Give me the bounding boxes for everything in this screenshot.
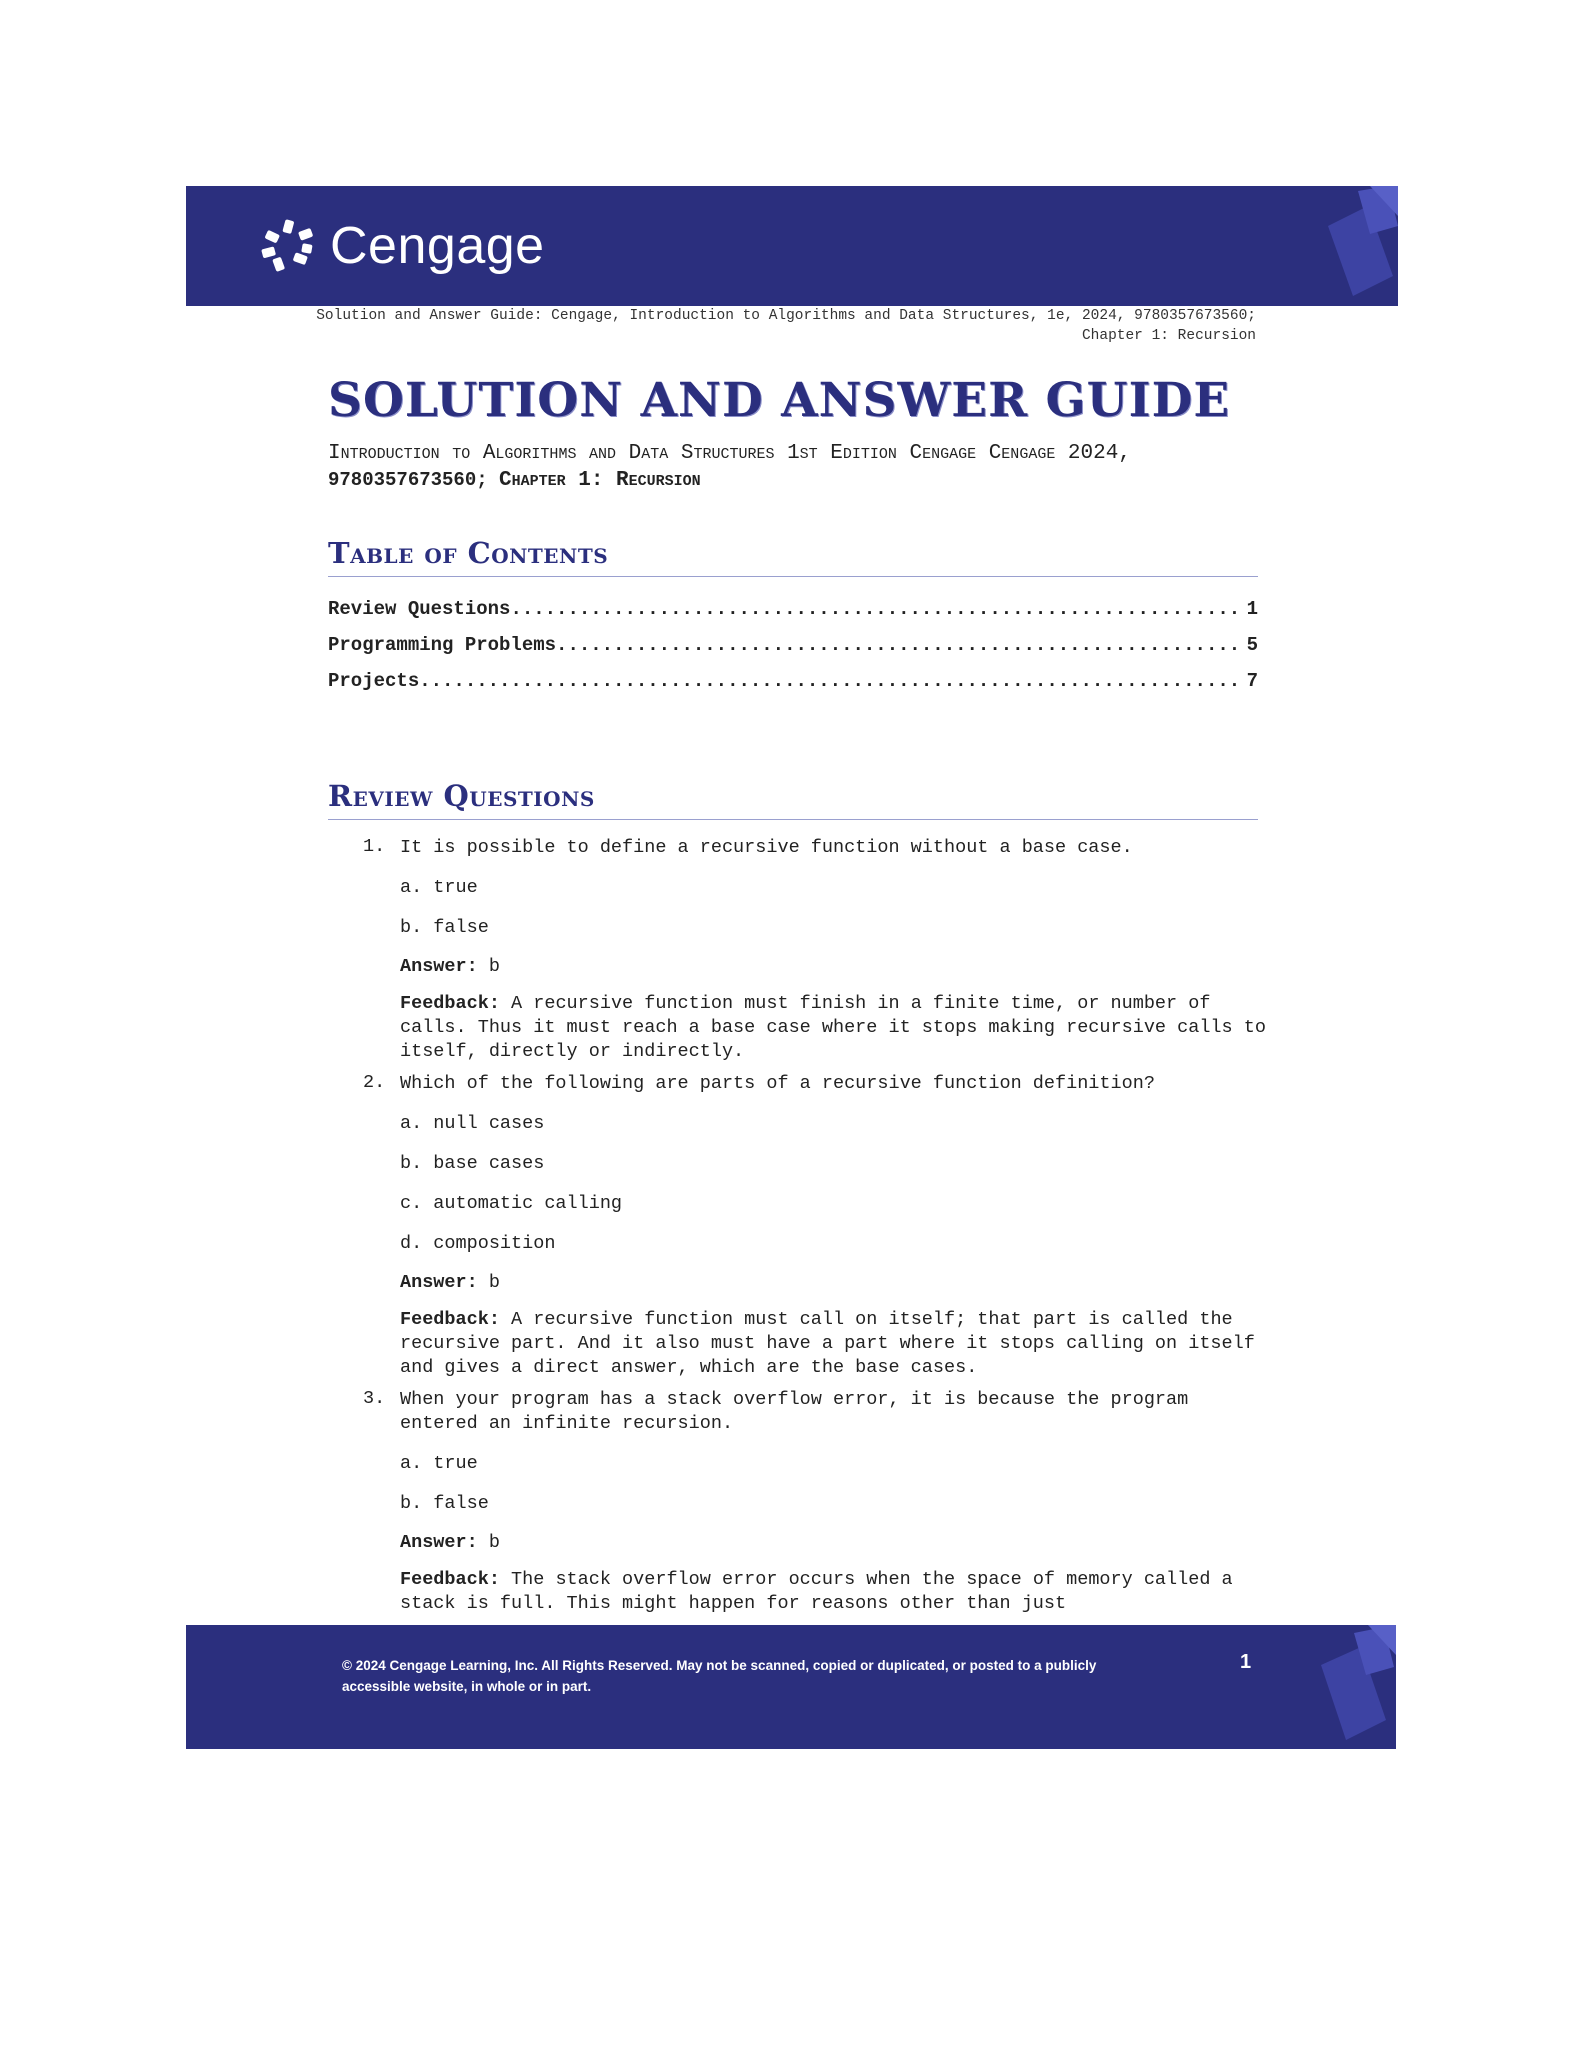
toc-leader-dots	[419, 663, 1238, 699]
question-text: When your program has a stack overflow error, it is because the program entered an infinite recursion.	[400, 1389, 1189, 1434]
header-banner	[186, 186, 1398, 306]
toc-heading: Table of Contents	[328, 536, 1258, 577]
answer-option: b. base cases	[400, 1153, 545, 1174]
running-header	[200, 306, 1256, 346]
feedback-text: The stack overflow error occurs when the space of memory called a stack is full. This might happen for reasons other than just	[400, 1569, 1233, 1614]
feedback-label: Feedback:	[400, 1309, 500, 1330]
answer-label: Answer:	[400, 956, 478, 977]
answer-value: b	[488, 956, 500, 977]
page-number: 1	[1240, 1651, 1252, 1673]
answer-option: b. false	[400, 917, 489, 938]
question-3	[328, 1388, 1258, 1616]
answer-option: a. true	[400, 877, 478, 898]
question-number: 1.	[363, 836, 386, 857]
answer	[400, 955, 1258, 979]
toc-item-projects[interactable]	[328, 663, 1258, 699]
feedback-label: Feedback:	[400, 993, 500, 1014]
answer-option: b. false	[400, 1493, 489, 1514]
answer	[400, 1271, 1258, 1295]
document-title: SOLUTION AND ANSWER GUIDE	[328, 373, 1231, 428]
cengage-logo-icon	[258, 216, 322, 276]
answer-value: b	[488, 1272, 500, 1293]
copyright-notice: © 2024 Cengage Learning, Inc. All Rights Reserved. May not be scanned, copied or duplicated, or posted to a publicly accessible website, in whole or in part.	[342, 1658, 1097, 1694]
subtitle-book-info: Introduction to Algorithms and Data Structures 1st Edition Cengage Cengage 2024,	[328, 442, 1131, 465]
cengage-wordmark: Cengage	[330, 217, 545, 275]
running-header-line-1: Solution and Answer Guide: Cengage, Introduction to Algorithms and Data Structures, 1e, 2024, 9780357673560;	[316, 308, 1256, 324]
feedback-label: Feedback:	[400, 1569, 500, 1590]
subtitle-isbn: 9780357673560;	[328, 469, 500, 491]
toc-item-page: 1	[1246, 598, 1258, 620]
answer-option: a. true	[400, 1453, 478, 1474]
document-body	[328, 370, 1266, 1624]
document-subtitle	[328, 440, 1258, 494]
feedback	[400, 992, 1270, 1064]
feedback-text: A recursive function must call on itself; that part is called the recursive part. And it also must have a part where it stops calling on itself and gives a direct answer, which are the base cases.	[400, 1309, 1255, 1378]
feedback	[400, 1308, 1270, 1380]
footer-banner	[186, 1625, 1396, 1749]
answer-option: c. automatic calling	[400, 1193, 623, 1214]
answer-option: a. null cases	[400, 1113, 545, 1134]
toc-leader-dots	[510, 591, 1238, 627]
toc-item-label: Programming Problems	[328, 634, 557, 656]
answer-label: Answer:	[400, 1272, 478, 1293]
toc-item-page: 7	[1246, 670, 1258, 692]
toc-item-page: 5	[1246, 634, 1258, 656]
subtitle-chapter: Chapter 1: Recursion	[499, 469, 701, 492]
question-number: 2.	[363, 1072, 386, 1093]
feedback	[400, 1568, 1270, 1616]
feedback-text: A recursive function must finish in a finite time, or number of calls. Thus it must reach a base case where it stops making recursive calls to itself, directly or indirectly.	[400, 993, 1266, 1062]
question-text: Which of the following are parts of a recursive function definition?	[400, 1073, 1155, 1094]
answer	[400, 1531, 1258, 1555]
answer-option: d. composition	[400, 1233, 556, 1254]
toc-item-programming-problems[interactable]	[328, 627, 1258, 663]
table-of-contents	[328, 591, 1258, 699]
toc-item-label: Review Questions	[328, 598, 511, 620]
answer-label: Answer:	[400, 1532, 478, 1553]
decorative-shapes-icon	[1308, 186, 1398, 306]
answer-value: b	[488, 1532, 500, 1553]
toc-item-label: Projects	[328, 670, 420, 692]
question-list	[328, 836, 1266, 1616]
question-2	[328, 1072, 1258, 1380]
question-number: 3.	[363, 1388, 386, 1409]
decorative-shapes-icon	[1306, 1625, 1396, 1745]
review-questions-heading: Review Questions	[328, 779, 1258, 820]
question-1	[328, 836, 1266, 1064]
question-text: It is possible to define a recursive function without a base case.	[400, 837, 1133, 858]
toc-item-review-questions[interactable]	[328, 591, 1258, 627]
running-header-line-2: Chapter 1: Recursion	[1081, 328, 1256, 344]
toc-leader-dots	[556, 627, 1239, 663]
cengage-logo	[258, 216, 545, 276]
